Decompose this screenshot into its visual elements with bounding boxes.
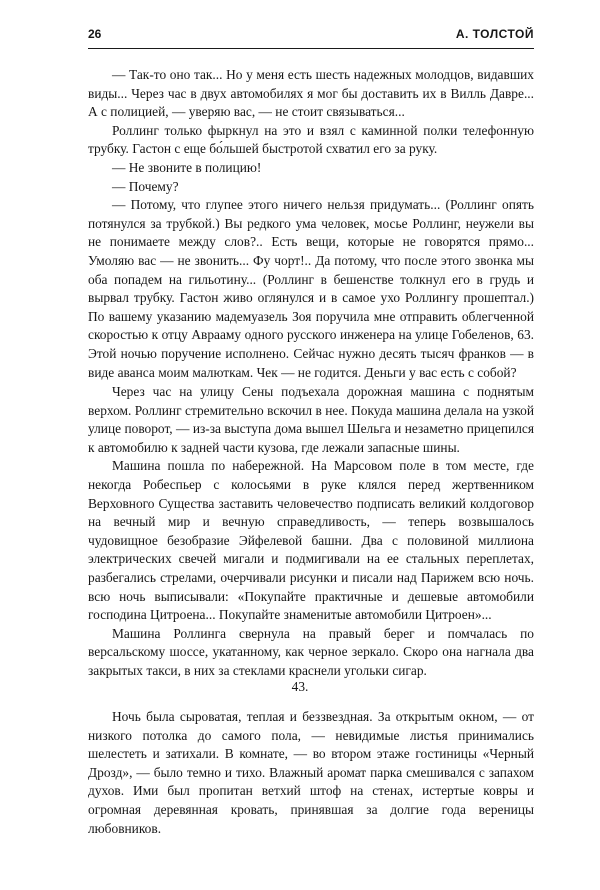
text-block-dialogue: [88, 66, 534, 382]
paragraph: Роллинг только фыркнул на это и взял с каминной полки телефонную трубку. Гастон с еще бо́льшей быстротой схватил его за руку.: [88, 122, 534, 157]
paragraph: Ночь была сыроватая, теплая и беззвездная. За открытым окном, — от низкого потолка до самого пола, — невидимые листья принимались шелестеть и затихали. В комнате, — во втором этаже гостиницы «Черный Дрозд», — было темно и тихо. Влажный аромат парка смешивался с запахом духов. Ими был пропитан ветхий штоф на стенах, истертые ковры и огромная деревянная кровать, принявшая за долгие года вереницы любовников.: [88, 709, 534, 836]
paragraph: Машина Роллинга свернула на правый берег и помчалась по версальскому шоссе, укатанному, как черное зеркало. Скоро она нагнала два закрытых такси, в них за стеклами краснели угольки сигар.: [88, 625, 534, 678]
running-header: [88, 24, 534, 49]
paragraph: — Потому, что глупее этого ничего нельзя придумать... (Роллинг опять потянулся за трубкой.) Вы редкого ума человек, мосье Роллинг, неужели вы не понимаете между слов?.. Есть вещи, которые не говорятся прямо... Умоляю вас — не звонить... Фу чорт!.. Да потому, что после этого звонка мы оба попадем на гильотину... (Роллинг в бешенстве толкнул его в грудь и вырвал трубку. Гастон живо оглянулся и в самое ухо Роллингу прошептал.) По вашему указанию мадемуазель Зоя поручила мне отправить облегченной скоростью к отцу Аврааму одного русского инженера на улице Гобеленов, 63. Этой ночью поручение исполнено. Сейчас нужно десять тысяч франков — в виде аванса моим малюткам. Чек — не годится. Деньги у вас есть с собой?: [88, 197, 534, 380]
page-number: 26: [88, 27, 102, 41]
paragraph: — Почему?: [112, 178, 179, 194]
text-block-chapter-43: [88, 708, 534, 838]
chapter-heading: 43.: [291, 679, 309, 694]
paragraph: Машина пошла по набережной. На Марсовом поле в том месте, где некогда Робеспьер с колосьями в руке клялся перед жертвенником Верховного Существа заставить человечество подписать великий колдоговор на вечный мир и вечную справедливость, — теперь возвышалось чудовищное безобразие Эйфелевой башни. Два с половиной миллиона электрических свечей мигали и подмигивали на ее стальных переплетах, разбегались стрелами, очерчивали рисунки и писали над Парижем всю ночь. всю ночь выписывали: «Покупайте практичные и дешевые автомобили господина Цитроена... Покупайте знаменитые автомобили Цитроен»...: [88, 458, 534, 623]
paragraph: — Не звоните в полицию!: [112, 159, 262, 175]
text-block-drive: [88, 383, 534, 681]
paragraph: — Так-то оно так... Но у меня есть шесть надежных молодцов, видавших виды... Через час в двух автомобилях я мог бы доставить их в Вилль Давре... А с полицией, — уверяю вас, — не стоит связываться...: [88, 67, 534, 120]
author-name: А. ТОЛСТОЙ: [455, 27, 534, 41]
paragraph: Через час на улицу Сены подъехала дорожная машина с поднятым верхом. Роллинг стремительно вскочил в нее. Покуда машина делала на узкой улице поворот, — из-за выступа дома вышел Шельга и незаметно прицепился к автомобилю к задней части кузова, где лежали запасные шины.: [88, 384, 534, 455]
